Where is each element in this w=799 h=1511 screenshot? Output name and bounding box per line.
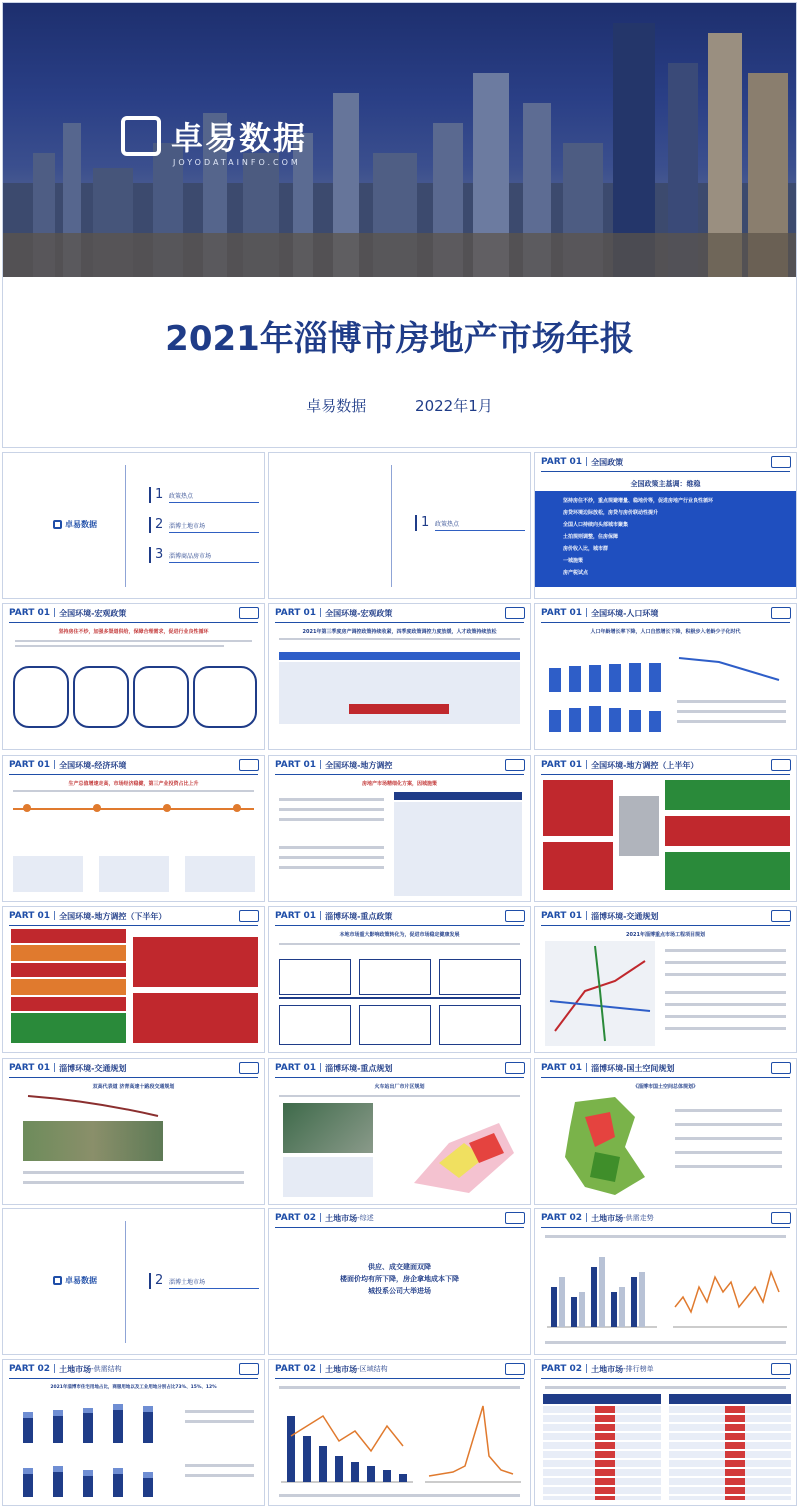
slide-land-ranking[interactable]: [534, 1359, 797, 1506]
report-meta: [3, 395, 796, 416]
text-line: [675, 1165, 782, 1168]
cover-slide: [2, 2, 797, 448]
policy-bubble: [193, 666, 257, 728]
brand-mark-icon: [771, 1212, 791, 1224]
timeline-node: [23, 804, 31, 812]
policy-card: [665, 780, 790, 810]
header-rule: [9, 1378, 258, 1379]
brand-mark-icon: [53, 520, 62, 529]
mini-chart: [13, 856, 83, 892]
text-line: [279, 1494, 520, 1497]
separator: |: [53, 608, 57, 618]
toc-item[interactable]: 政策热点: [435, 519, 525, 531]
header-rule: [541, 1077, 790, 1078]
slide-subtitle: -排行榜单: [623, 1365, 654, 1373]
policy-bubble: [133, 666, 189, 728]
toc-divider: [125, 1221, 126, 1343]
ranking-highlight-column: [725, 1406, 745, 1500]
slide-toc-1[interactable]: [268, 452, 531, 599]
policy-table: [394, 802, 522, 896]
header-rule: [541, 1378, 790, 1379]
slide-zibo-policy[interactable]: [268, 906, 531, 1053]
slide-zibo-traffic-2[interactable]: [2, 1058, 265, 1205]
brand-mark-icon: [239, 1062, 259, 1074]
header-rule: [275, 925, 524, 926]
timeline-node: [163, 804, 171, 812]
toc-num: 3: [149, 547, 169, 563]
separator: |: [319, 911, 323, 921]
toc-item[interactable]: 淄博土地市场: [169, 1277, 259, 1289]
summary-line: 楼面价均有所下降，房企拿地成本下降: [340, 1275, 459, 1283]
brand-mark-icon: [771, 910, 791, 922]
part-label: PART 02: [541, 1213, 583, 1223]
price-line-chart: [669, 1247, 791, 1333]
timeline-node: [233, 804, 241, 812]
toc-num: 1: [415, 515, 435, 531]
policy-bubble: [73, 666, 129, 728]
part-label: PART 02: [275, 1213, 317, 1223]
toc-logo-text: 卓易数据: [65, 520, 97, 529]
china-map: [619, 796, 659, 856]
slide-economy[interactable]: [2, 755, 265, 902]
text-line: [185, 1474, 254, 1477]
brand-mark-icon: [239, 1363, 259, 1375]
policy-box: [359, 1005, 431, 1045]
slide-macro-policy-2[interactable]: [268, 603, 531, 750]
slide-land-overview[interactable]: [268, 1208, 531, 1355]
city-skyline-image: [3, 3, 796, 277]
part-label: PART 01: [541, 457, 583, 467]
timeline-axis: [13, 808, 254, 810]
brand-mark-icon: [505, 1212, 525, 1224]
brand-mark-icon: [53, 1276, 62, 1285]
population-line-chart: [675, 648, 790, 688]
slide-title: 全国政策: [591, 457, 624, 467]
separator: |: [319, 760, 323, 770]
separator: |: [319, 608, 323, 618]
slide-local-control-h1[interactable]: [534, 755, 797, 902]
highlight-cell: [349, 704, 449, 714]
slide-zibo-planning[interactable]: [268, 1058, 531, 1205]
timeline-node: [93, 804, 101, 812]
aerial-photo: [23, 1121, 163, 1161]
part-label: PART 01: [541, 760, 583, 770]
header-rule: [541, 925, 790, 926]
mini-chart: [185, 856, 255, 892]
text-line: [665, 961, 786, 964]
text-line: [665, 991, 786, 994]
policy-bullet: 房产税试点: [563, 570, 589, 576]
slide-headline: 2021年第三季度房产调控政策持续收紧，四季度政策调控力度放缓，人才政策持续放松: [302, 629, 497, 635]
brand-url: JOYODATAINFO.COM: [173, 158, 301, 167]
slide-title: 淄博环境-重点规划: [325, 1063, 393, 1073]
part-label: PART 01: [9, 911, 51, 921]
slide-land-supply-trend[interactable]: [534, 1208, 797, 1355]
toc-num: 2: [149, 1273, 169, 1289]
area-photo: [283, 1103, 373, 1153]
separator: |: [585, 608, 589, 618]
brand-mark-icon: [771, 1363, 791, 1375]
part-label: PART 01: [275, 1063, 317, 1073]
toc-logo: [53, 519, 97, 530]
text-line: [675, 1151, 782, 1154]
slide-title: 全国环境-人口环境: [591, 608, 659, 618]
part-label: PART 01: [541, 1063, 583, 1073]
text-line: [675, 1123, 782, 1126]
text-line: [279, 638, 520, 640]
brand-mark-icon: [505, 607, 525, 619]
table-header: [279, 652, 520, 660]
slide-headline: 坚持房住不炒，加强多渠道供给，保障合理需求，促进行业良性循环: [58, 629, 209, 635]
policy-card: [133, 937, 258, 987]
policy-card: [665, 852, 790, 890]
slide-subtitle: -供需走势: [623, 1214, 654, 1222]
text-line: [279, 943, 520, 945]
slide-title: 全国环境-宏观政策: [59, 608, 127, 618]
text-line: [665, 1003, 786, 1006]
ranking-highlight-column: [595, 1406, 615, 1500]
slide-toc-full[interactable]: [2, 452, 265, 599]
brand-name: 卓易数据: [171, 119, 308, 157]
text-line: [279, 866, 384, 869]
slide-title: 淄博环境-重点政策: [325, 911, 393, 921]
header-rule: [275, 622, 524, 623]
part-label: PART 02: [9, 1364, 51, 1374]
policy-box: [439, 959, 521, 995]
slide-headline: 2021年淄博重点市场工程项目规划: [626, 932, 705, 938]
slide-headline: 2021年淄博市住宅用地占比，商服用地以及工业用地分别占比73%、15%、12%: [50, 1385, 217, 1390]
slide-title: 全国环境-宏观政策: [325, 608, 393, 618]
slide-title: 全国环境-地方调控（上半年）: [591, 760, 699, 770]
separator: |: [585, 1213, 589, 1223]
toc-item[interactable]: 淄博土地市场: [169, 521, 259, 533]
text-line: [545, 1386, 786, 1389]
slide-title: 淄博环境-国土空间规划: [591, 1063, 675, 1073]
policy-bullet: 土拍规则调整，住房保障: [563, 534, 619, 540]
policy-card: [11, 1013, 126, 1043]
header-rule: [541, 622, 790, 623]
policy-card: [665, 816, 790, 846]
separator: |: [53, 911, 57, 921]
policy-card: [11, 929, 126, 943]
slide-zibo-traffic-1[interactable]: [534, 906, 797, 1053]
brand-mark-icon: [121, 116, 161, 156]
brand-mark-icon: [239, 910, 259, 922]
slide-headline: 双高代表道 济青高速十路段交通规划: [92, 1084, 175, 1090]
slide-headline: 人口年龄增长率下降，人口自然增长下降，积极步入老龄少子化时代: [590, 629, 741, 635]
text-line: [23, 1171, 244, 1174]
slide-headline: 《淄博市国土空间总体规划》: [632, 1084, 698, 1090]
region-line-chart: [421, 1396, 525, 1488]
text-line: [279, 818, 384, 821]
part-label: PART 02: [541, 1364, 583, 1374]
summary-line: 供应、成交建面双降: [368, 1263, 431, 1271]
policy-bullet: 房价收入比，城市群: [563, 546, 609, 552]
policy-bullet: 全国人口持续向头部城市聚集: [563, 522, 629, 528]
header-rule: [275, 1077, 524, 1078]
separator: |: [585, 1364, 589, 1374]
land-use-map: [409, 1103, 519, 1197]
slide-title: 全国环境-地方调控: [325, 760, 393, 770]
slide-national-policy[interactable]: [534, 452, 797, 599]
brand-mark-icon: [505, 1363, 525, 1375]
separator: |: [585, 911, 589, 921]
header-rule: [275, 1227, 524, 1228]
policy-card: [133, 993, 258, 1043]
separator: |: [319, 1213, 323, 1223]
zibo-region-map: [555, 1097, 665, 1197]
text-line: [677, 710, 786, 713]
policy-bullet: 一城施策: [563, 558, 584, 564]
toc-logo: [53, 1275, 97, 1286]
brand-mark-icon: [505, 910, 525, 922]
separator: |: [585, 1063, 589, 1073]
slide-headline: 火车站出厂市片区规划: [374, 1084, 425, 1090]
separator: |: [53, 760, 57, 770]
slide-headline: 全国政策主基调：维稳: [630, 480, 701, 488]
part-label: PART 01: [9, 608, 51, 618]
part-label: PART 02: [275, 1364, 317, 1374]
brand-mark-icon: [771, 456, 791, 468]
slide-headline: 房地产市场精细化方案，因城施策: [361, 781, 437, 787]
text-line: [665, 973, 786, 976]
policy-card: [11, 997, 126, 1011]
stacked-bar-chart-1: [13, 1398, 178, 1448]
slide-title: 全国环境-地方调控（下半年）: [59, 911, 167, 921]
report-org: 卓易数据: [306, 397, 367, 415]
policy-box: [279, 959, 351, 995]
brand-mark-icon: [771, 1062, 791, 1074]
slide-headline: 本地市场重大影响政策转化为，促进市场稳定健康发展: [339, 932, 460, 938]
policy-card: [543, 842, 613, 890]
slide-population[interactable]: [534, 603, 797, 750]
slide-headline: 生产总值增速走高，市场经济稳健，第三产业投资占比上升: [68, 781, 199, 787]
part-label: PART 01: [9, 1063, 51, 1073]
slide-title: 土地市场: [59, 1364, 92, 1374]
slide-land-structure[interactable]: [2, 1359, 265, 1506]
header-rule: [541, 774, 790, 775]
policy-card: [11, 963, 126, 977]
header-rule: [275, 774, 524, 775]
toc-num: 2: [149, 517, 169, 533]
toc-logo-text: 卓易数据: [65, 1276, 97, 1285]
text-line: [13, 790, 254, 792]
mini-chart: [99, 856, 169, 892]
toc-divider: [391, 465, 392, 587]
separator: |: [585, 760, 589, 770]
route-diagram: [23, 1091, 163, 1121]
text-line: [677, 700, 786, 703]
notes-box: [283, 1157, 373, 1197]
toc-num: 1: [149, 487, 169, 503]
policy-box: [439, 1005, 521, 1045]
slide-title: 土地市场: [591, 1364, 624, 1374]
text-line: [15, 645, 224, 647]
ranking-table-header: [669, 1394, 791, 1404]
policy-card: [11, 979, 126, 995]
timeline-axis: [279, 997, 520, 999]
separator: |: [53, 1063, 57, 1073]
toc-item[interactable]: 淄博商品房市场: [169, 551, 259, 563]
policy-card: [11, 945, 126, 961]
toc-divider: [125, 465, 126, 587]
report-title: 2021年淄博市房地产市场年报: [165, 319, 634, 359]
supply-bar-chart: [543, 1247, 661, 1333]
toc-item[interactable]: 政策热点: [169, 491, 259, 503]
separator: |: [319, 1364, 323, 1374]
brand-mark-icon: [771, 607, 791, 619]
text-line: [185, 1420, 254, 1423]
traffic-map: [545, 941, 655, 1046]
policy-card: [543, 780, 613, 836]
part-label: PART 01: [541, 911, 583, 921]
text-line: [279, 798, 384, 801]
slide-title: 全国环境-经济环境: [59, 760, 127, 770]
brand-logo: [121, 113, 307, 159]
header-rule: [541, 471, 790, 472]
header-rule: [275, 1378, 524, 1379]
text-line: [665, 949, 786, 952]
header-rule: [9, 925, 258, 926]
slide-macro-policy-1[interactable]: [2, 603, 265, 750]
slide-title: 淄博环境-交通规划: [59, 1063, 127, 1073]
text-line: [185, 1410, 254, 1413]
header-rule: [9, 1077, 258, 1078]
table-header: [394, 792, 522, 800]
brand-mark-icon: [239, 607, 259, 619]
header-rule: [9, 622, 258, 623]
slide-subtitle: -综述: [357, 1214, 374, 1222]
part-label: PART 01: [275, 608, 317, 618]
separator: |: [53, 1364, 57, 1374]
separator: |: [319, 1063, 323, 1073]
part-label: PART 01: [275, 760, 317, 770]
text-line: [675, 1137, 782, 1140]
policy-bullet: 房贷环境边际放松，房贷与房价联动性提升: [563, 510, 659, 516]
text-line: [23, 1181, 244, 1184]
slide-title: 淄博环境-交通规划: [591, 911, 659, 921]
part-label: PART 01: [9, 760, 51, 770]
text-line: [545, 1235, 786, 1238]
text-line: [185, 1464, 254, 1467]
part-label: PART 01: [275, 911, 317, 921]
text-line: [279, 1095, 520, 1097]
brand-mark-icon: [505, 759, 525, 771]
slide-title: 土地市场: [325, 1364, 358, 1374]
slide-local-control-h2[interactable]: [2, 906, 265, 1053]
population-bar-charts: [543, 648, 673, 738]
header-rule: [9, 774, 258, 775]
slide-local-control[interactable]: [268, 755, 531, 902]
text-line: [279, 808, 384, 811]
slide-subtitle: -供需结构: [91, 1365, 122, 1373]
text-line: [545, 1341, 786, 1344]
text-line: [677, 720, 786, 723]
ranking-table-header: [543, 1394, 661, 1404]
policy-box: [279, 1005, 351, 1045]
brand-mark-icon: [239, 759, 259, 771]
text-line: [15, 640, 252, 642]
text-line: [665, 1027, 786, 1030]
part-label: PART 01: [541, 608, 583, 618]
slide-title: 土地市场: [325, 1213, 358, 1223]
summary-line: 城投系公司大举进场: [368, 1287, 431, 1295]
slide-title: 土地市场: [591, 1213, 624, 1223]
text-line: [675, 1109, 782, 1112]
text-line: [665, 1015, 786, 1018]
slide-subtitle: -区域结构: [357, 1365, 388, 1373]
stacked-bar-chart-2: [13, 1452, 178, 1502]
report-date: 2022年1月: [415, 397, 493, 415]
brand-mark-icon: [771, 759, 791, 771]
policy-bubble: [13, 666, 69, 728]
slide-toc-2[interactable]: [2, 1208, 265, 1355]
text-line: [279, 846, 384, 849]
separator: |: [585, 457, 589, 467]
slide-land-region[interactable]: [268, 1359, 531, 1506]
policy-box: [359, 959, 431, 995]
text-line: [279, 1386, 520, 1389]
slide-zibo-landspace[interactable]: [534, 1058, 797, 1205]
policy-bullet: 坚持房住不炒，重点规避增量、稳地价等，促进房地产行业良性循环: [563, 498, 714, 504]
text-line: [279, 856, 384, 859]
region-bar-line-chart: [277, 1396, 417, 1488]
policy-table: [279, 662, 520, 724]
header-rule: [541, 1227, 790, 1228]
brand-mark-icon: [505, 1062, 525, 1074]
